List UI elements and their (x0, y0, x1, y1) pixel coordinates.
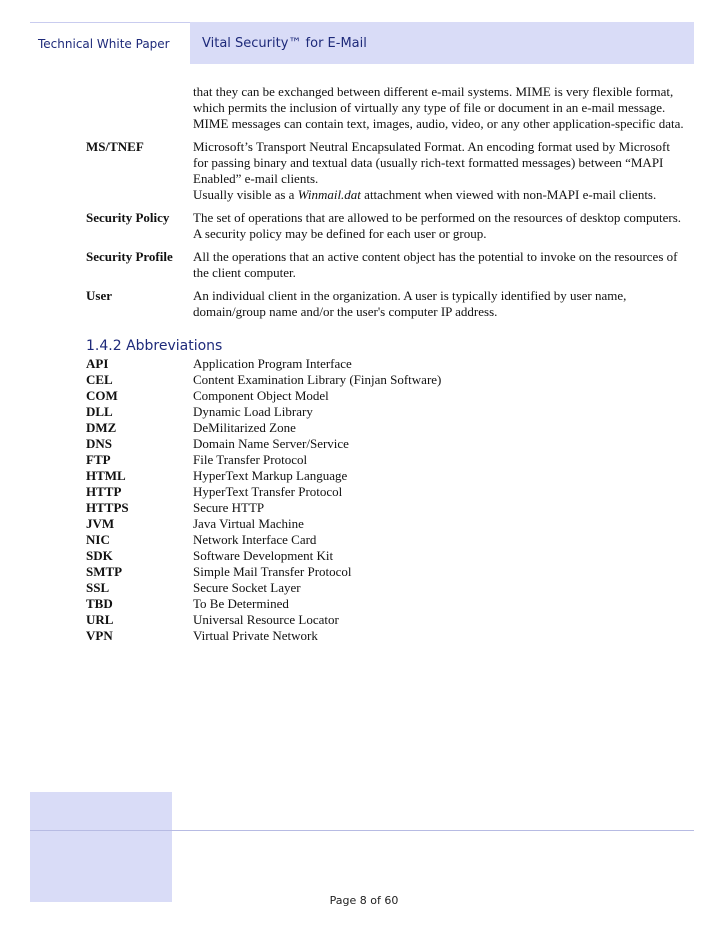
definition-description (193, 288, 686, 320)
abbreviations-list (86, 356, 686, 644)
page-number: Page 8 of 60 (329, 894, 399, 907)
abbreviation-term: TBD (86, 596, 113, 611)
filename-emphasis: Winmail.dat (297, 187, 361, 202)
abbreviation-row (86, 356, 686, 372)
abbreviation-row (86, 436, 686, 452)
definition-text: The set of operations that are allowed to be performed on the resources of desktop computers. A security policy may be defined for each user or group. (193, 210, 682, 241)
abbreviations-heading: 1.4.2 Abbreviations (86, 338, 223, 354)
definition-row (86, 139, 686, 203)
glossary-definitions (86, 84, 686, 320)
abbreviation-meaning: To Be Determined (193, 596, 289, 611)
definition-description (193, 139, 686, 203)
definition-description (193, 210, 686, 242)
abbreviation-row (86, 628, 686, 644)
abbreviation-row (86, 516, 686, 532)
abbreviation-term: HTML (86, 468, 126, 483)
abbreviation-term: CEL (86, 372, 113, 387)
abbreviation-row (86, 404, 686, 420)
abbreviation-term: SDK (86, 548, 113, 563)
definition-term: Security Profile (86, 249, 173, 264)
abbreviation-meaning: HyperText Transfer Protocol (193, 484, 343, 499)
abbreviation-term: NIC (86, 532, 110, 547)
abbreviation-meaning: HyperText Markup Language (193, 468, 348, 483)
abbreviation-meaning: DeMilitarized Zone (193, 420, 296, 435)
abbreviation-row (86, 372, 686, 388)
abbreviation-row (86, 388, 686, 404)
abbreviation-meaning: Dynamic Load Library (193, 404, 313, 419)
definition-row (86, 249, 686, 281)
abbreviation-term: DLL (86, 404, 113, 419)
page-content (86, 84, 686, 644)
abbreviation-term: FTP (86, 452, 111, 467)
abbreviation-meaning: Component Object Model (193, 388, 329, 403)
definition-text: that they can be exchanged between different e-mail systems. MIME is very flexible format, which permits the inclusion of virtually any type of file or document in an e-mail message. MIME messages can contain text, images, audio, video, or any other application-specific data. (193, 84, 684, 131)
abbreviation-term: JVM (86, 516, 115, 531)
abbreviation-meaning: Secure HTTP (193, 500, 265, 515)
definition-row (86, 84, 686, 132)
abbreviation-row (86, 580, 686, 596)
abbreviation-meaning: Java Virtual Machine (193, 516, 304, 531)
abbreviation-term: URL (86, 612, 114, 627)
abbreviation-row (86, 532, 686, 548)
definition-description (193, 84, 686, 132)
footer-divider (30, 830, 694, 831)
abbreviation-term: SMTP (86, 564, 123, 579)
abbreviation-row (86, 548, 686, 564)
abbreviation-term: HTTP (86, 484, 122, 499)
definition-description (193, 249, 686, 281)
abbreviation-meaning: Simple Mail Transfer Protocol (193, 564, 352, 579)
abbreviation-term: COM (86, 388, 118, 403)
abbreviation-meaning: Domain Name Server/Service (193, 436, 349, 451)
abbreviation-term: API (86, 356, 109, 371)
abbreviation-row (86, 564, 686, 580)
abbreviation-row (86, 612, 686, 628)
definition-text: An individual client in the organization. A user is typically identified by user name, domain/group name and/or the user's computer IP address. (193, 288, 627, 319)
abbreviation-term: DNS (86, 436, 113, 451)
abbreviation-row (86, 484, 686, 500)
header-document-type: Technical White Paper (30, 22, 190, 64)
definition-text: All the operations that an active content object has the potential to invoke on the resources of the client computer. (193, 249, 678, 280)
definition-term (86, 84, 193, 132)
abbreviation-meaning: Application Program Interface (193, 356, 352, 371)
abbreviation-meaning: Software Development Kit (193, 548, 334, 563)
definition-term: Security Policy (86, 210, 170, 225)
abbreviation-meaning: Universal Resource Locator (193, 612, 339, 627)
header-title: Vital Security™ for E-Mail (190, 22, 694, 64)
abbreviation-row (86, 452, 686, 468)
definition-text: Microsoft’s Transport Neutral Encapsulated Format. An encoding format used by Microsoft for passing binary and textual data (usually rich-text formatted messages) between “MAPI Enabled” e-mail clients. (193, 139, 670, 186)
abbreviation-row (86, 596, 686, 612)
abbreviation-row (86, 500, 686, 516)
abbreviation-term: SSL (86, 580, 110, 595)
definition-term: User (86, 288, 112, 303)
abbreviation-row (86, 468, 686, 484)
definition-row (86, 288, 686, 320)
abbreviation-meaning: Secure Socket Layer (193, 580, 301, 595)
abbreviation-term: VPN (86, 628, 113, 643)
abbreviation-meaning: Content Examination Library (Finjan Software) (193, 372, 442, 387)
definition-text: Usually visible as a Winmail.dat attachment when viewed with non-MAPI e-mail clients. (193, 187, 657, 202)
abbreviation-meaning: Virtual Private Network (193, 628, 318, 643)
abbreviation-term: HTTPS (86, 500, 129, 515)
page-header (30, 22, 694, 64)
footer-side-block (30, 792, 172, 902)
abbreviation-term: DMZ (86, 420, 117, 435)
abbreviation-meaning: File Transfer Protocol (193, 452, 308, 467)
definition-row (86, 210, 686, 242)
abbreviation-row (86, 420, 686, 436)
definition-term: MS/TNEF (86, 139, 144, 154)
abbreviation-meaning: Network Interface Card (193, 532, 317, 547)
